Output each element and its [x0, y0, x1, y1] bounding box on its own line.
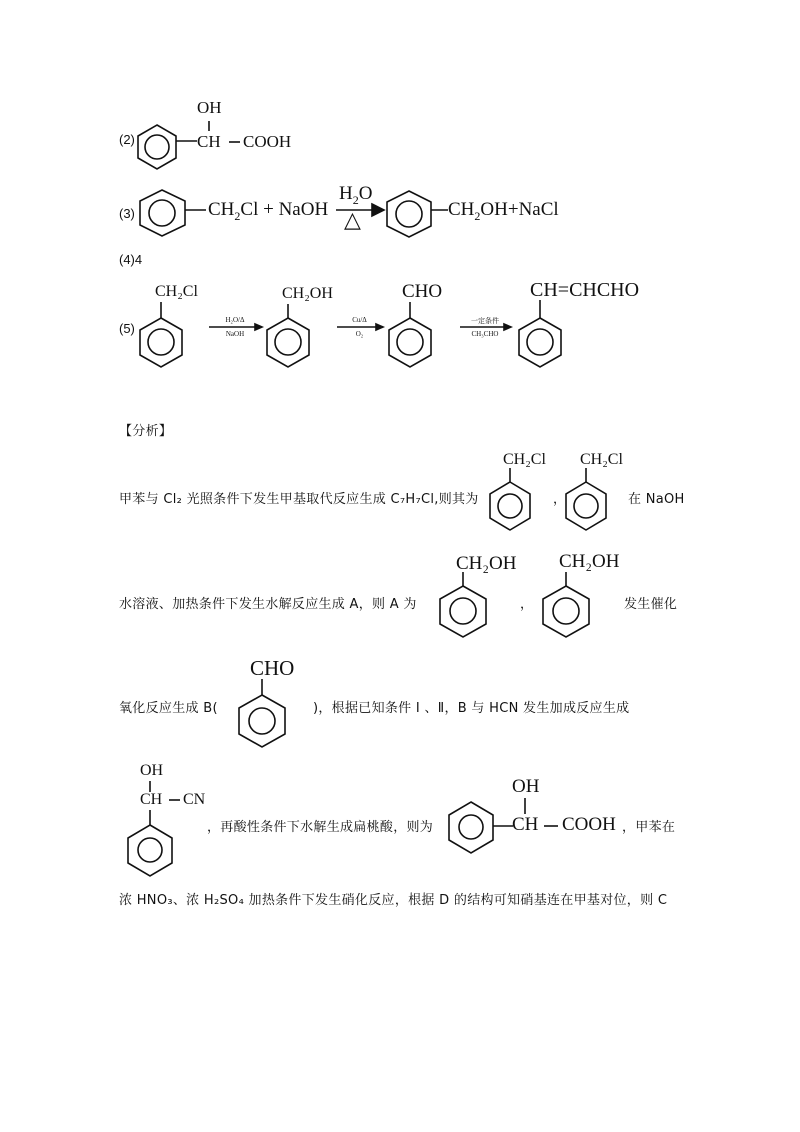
separator: ， [553, 492, 567, 507]
cn-group: CN [183, 791, 206, 808]
oh-group: OH [512, 776, 540, 797]
ch-group: CH [512, 814, 539, 835]
ch2cl-group-2: CH₂Cl [580, 451, 623, 468]
arrow-2-condition-bottom: O₂ [355, 330, 364, 338]
cooh-group: COOH [562, 814, 616, 835]
condition-water: $H_2O$ [339, 183, 373, 207]
reactant-formula: $CH_2Cl$ + NaOH [208, 199, 329, 223]
separator: ， [520, 597, 534, 612]
benzyl-chloride-group: CH₂Cl [155, 283, 198, 300]
analysis-heading: 【分析】 [119, 424, 173, 439]
analysis-text: ，甲苯在 [622, 820, 676, 835]
arrow-3-condition-bottom: CH₃CHO [471, 330, 499, 338]
product-formula: $CH_2OH+NaCl$ [448, 199, 559, 223]
analysis-text: 在 NaOH [628, 492, 685, 507]
benzyl-alcohol-group: CH₂OH [282, 285, 333, 302]
ch-group: CH [140, 791, 163, 808]
cinnamaldehyde-group: CH=CHCHO [530, 279, 640, 301]
carboxyl-group: COOH [243, 132, 292, 151]
analysis-text: )，根据已知条件 Ⅰ 、Ⅱ，B 与 HCN 发生加成反应生成 [313, 701, 630, 716]
analysis-text: 甲苯与 Cl₂ 光照条件下发生甲基取代反应生成 C₇H₇Cl,则其为 [119, 492, 479, 507]
aldehyde-group: CHO [402, 281, 443, 302]
ch2oh-group-1: CH₂OH [456, 553, 517, 574]
ch-group: CH [197, 132, 221, 151]
cho-group: CHO [250, 656, 295, 680]
item-label: (2) [119, 132, 135, 147]
arrow-2-condition-top: Cu/Δ [352, 316, 367, 324]
mandelic-acid-structure [0, 0, 1, 1]
item-label: (3) [119, 206, 135, 221]
arrow-1-condition-bottom: NaOH [225, 330, 245, 338]
arrow-1-condition-top: H₂O/Δ [225, 316, 245, 324]
answer-4: (4)4 [119, 252, 143, 267]
ch2cl-group-1: CH₂Cl [503, 451, 546, 468]
ch2oh-group-2: CH₂OH [559, 551, 620, 572]
item-label: (5) [119, 321, 135, 336]
analysis-text: 发生催化 [624, 597, 678, 612]
analysis-text: ，再酸性条件下水解生成扁桃酸，则为 [207, 820, 434, 835]
hydroxyl-group: OH [197, 98, 222, 117]
heat-symbol: △ [344, 208, 361, 233]
arrow-3-condition-top: 一定条件 [471, 317, 499, 325]
analysis-line-5: 浓 HNO₃、浓 H₂SO₄ 加热条件下发生硝化反应，根据 D 的结构可知硝基连在甲基对位，则 C [119, 893, 668, 908]
analysis-text: 水溶液、加热条件下发生水解反应生成 A，则 A 为 [119, 597, 417, 612]
analysis-text: 氧化反应生成 B( [119, 701, 218, 716]
oh-group: OH [140, 762, 164, 779]
